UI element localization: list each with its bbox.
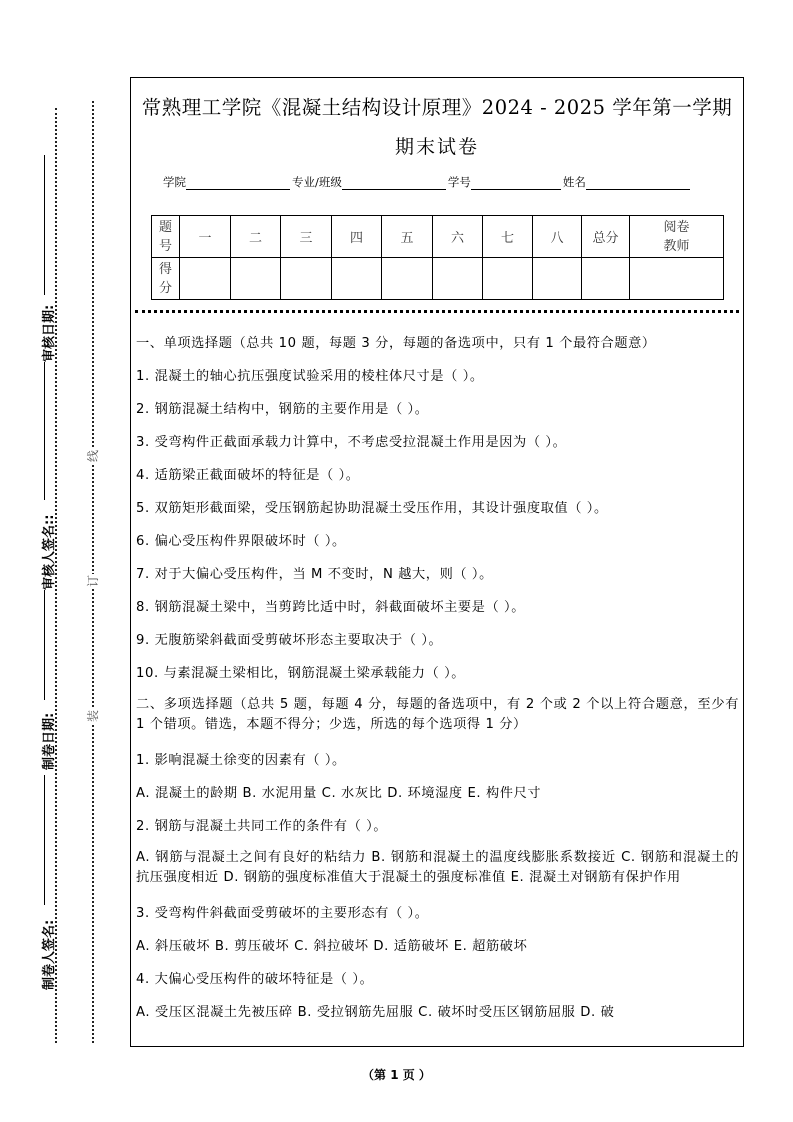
- s1-question-4: 4. 适筋梁正截面破坏的特征是（ ）。: [136, 468, 360, 483]
- s1-question-7: 7. 对于大偏心受压构件，当 M 不变时，N 越大，则（ ）。: [136, 567, 493, 582]
- col-header-8: 八: [533, 216, 582, 258]
- score-cell-2[interactable]: [231, 258, 281, 300]
- score-cell-1[interactable]: [180, 258, 231, 300]
- exam-subtitle: 期末试卷: [394, 136, 479, 158]
- col-header-6: 六: [433, 216, 483, 258]
- header-separator-dots: [135, 310, 739, 313]
- college-label: 学院: [163, 175, 186, 189]
- s2-question-2-options: A. 钢筋与混凝土之间有良好的粘结力 B. 钢筋和混凝土的温度线膨胀系数接近 C. 钢筋和混凝土的抗压强度相近 D. 钢筋的强度标准值大于混凝土的强度标准值 E. 混凝土对钢筋有保护作用: [136, 850, 739, 885]
- s1-question-3: 3. 受弯构件正截面承载力计算中，不考虑受拉混凝土作用是因为（ ）。: [136, 435, 567, 450]
- s2-question-4: 4. 大偏心受压构件的破坏特征是（ ）。: [136, 972, 374, 987]
- binding-dotted-line-outer: [92, 101, 94, 1043]
- s1-question-8: 8. 钢筋混凝土梁中，当剪跨比适中时，斜截面破坏主要是（ ）。: [136, 600, 526, 615]
- reviewer-signature-label: 审核人签名::: [42, 514, 57, 590]
- exam-title: 常熟理工学院《混凝土结构设计原理》2024 - 2025 学年第一学期: [141, 96, 733, 119]
- make-date-line[interactable]: [44, 590, 45, 700]
- student-id-field[interactable]: [471, 177, 561, 190]
- question-number-header: 题 号: [152, 216, 180, 258]
- col-header-3: 三: [281, 216, 332, 258]
- exam-frame: [130, 77, 744, 1047]
- name-label: 姓名: [562, 175, 586, 189]
- s2-question-1: 1. 影响混凝土徐变的因素有（ ）。: [136, 753, 346, 768]
- page-number: （第 1 页 ）: [362, 1068, 431, 1082]
- student-id-label: 学号: [447, 175, 471, 189]
- score-cell-3[interactable]: [281, 258, 332, 300]
- s2-question-3-options: A. 斜压破坏 B. 剪压破坏 C. 斜拉破坏 D. 适筋破坏 E. 超筋破坏: [136, 939, 528, 954]
- section-1-title: 一、单项选择题（总共 10 题，每题 3 分，每题的备选项中，只有 1 个最符合题意）: [136, 336, 656, 351]
- s2-question-1-options: A. 混凝土的龄期 B. 水泥用量 C. 水灰比 D. 环境湿度 E. 构件尺寸: [136, 786, 542, 801]
- review-date-line[interactable]: [44, 155, 45, 295]
- seal-char-install: 装: [86, 710, 100, 723]
- seal-char-line: 线: [86, 450, 100, 463]
- col-header-5: 五: [382, 216, 433, 258]
- score-cell-total[interactable]: [582, 258, 630, 300]
- s1-question-6: 6. 偏心受压构件界限破坏时（ ）。: [136, 534, 346, 549]
- s2-question-2: 2. 钢筋与混凝土共同工作的条件有（ ）。: [136, 819, 388, 834]
- col-header-total: 总分: [582, 216, 630, 258]
- score-table: [151, 215, 724, 300]
- make-date-label: 制卷日期:: [42, 712, 57, 770]
- maker-signature-label: 制卷人签名:: [42, 919, 57, 990]
- major-class-label: 专业/班级: [292, 175, 342, 189]
- score-table-header-row: [152, 216, 724, 258]
- seal-char-bind: 订: [86, 575, 100, 588]
- name-field[interactable]: [586, 177, 690, 190]
- score-cell-grader[interactable]: [630, 258, 724, 300]
- s2-question-3: 3. 受弯构件斜截面受剪破坏的主要形态有（ ）。: [136, 906, 429, 921]
- score-cell-4[interactable]: [332, 258, 382, 300]
- score-header: 得 分: [152, 258, 180, 300]
- col-header-2: 二: [231, 216, 281, 258]
- score-cell-6[interactable]: [433, 258, 483, 300]
- s1-question-5: 5. 双筋矩形截面梁，受压钢筋起协助混凝土受压作用，其设计强度取值（ ）。: [136, 501, 608, 516]
- section-2-title: 二、多项选择题（总共 5 题，每题 4 分，每题的备选项中，有 2 个或 2 个以上符合题意，至少有 1 个错项。错选，本题不得分；少选，所选的每个选项得 1 分）: [136, 697, 739, 732]
- col-header-4: 四: [332, 216, 382, 258]
- score-cell-8[interactable]: [533, 258, 582, 300]
- score-table-score-row: [152, 258, 724, 300]
- major-class-field[interactable]: [342, 177, 446, 190]
- col-header-grader: 阅卷 教师: [630, 216, 724, 258]
- reviewer-signature-line[interactable]: [44, 362, 45, 500]
- score-cell-5[interactable]: [382, 258, 433, 300]
- exam-body: [136, 330, 739, 1032]
- student-info-row: [163, 174, 692, 190]
- maker-signature-line[interactable]: [44, 775, 45, 905]
- score-cell-7[interactable]: [483, 258, 533, 300]
- s2-question-4-options: A. 受压区混凝土先被压碎 B. 受拉钢筋先屈服 C. 破坏时受压区钢筋屈服 D. 破: [136, 1005, 615, 1020]
- col-header-7: 七: [483, 216, 533, 258]
- review-date-label: 审核日期:: [42, 304, 57, 362]
- s1-question-9: 9. 无腹筋梁斜截面受剪破坏形态主要取决于（ ）。: [136, 633, 443, 648]
- s1-question-10: 10. 与素混凝土梁相比，钢筋混凝土梁承载能力（ ）。: [136, 666, 466, 681]
- s1-question-2: 2. 钢筋混凝土结构中，钢筋的主要作用是（ ）。: [136, 402, 429, 417]
- col-header-1: 一: [180, 216, 231, 258]
- s1-question-1: 1. 混凝土的轴心抗压强度试验采用的棱柱体尺寸是（ ）。: [136, 369, 484, 384]
- college-field[interactable]: [186, 177, 290, 190]
